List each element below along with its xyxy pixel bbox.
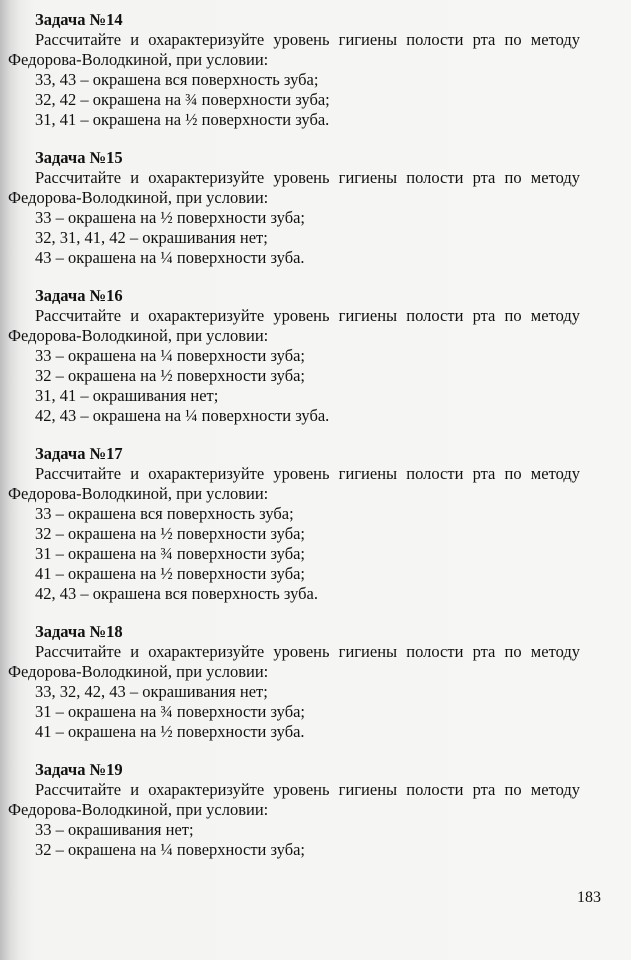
condition-item: 33 – окрашена на ½ поверхности зуба; [35,208,306,227]
page-number: 183 [577,889,601,906]
task-title: Задача №16 [35,286,123,305]
task-18 [8,622,580,742]
task-description: Рассчитайте и охарактеризуйте уровень гигиены полости рта по методу Федорова-Володкиной, при условии: [8,642,580,681]
task-description: Рассчитайте и охарактеризуйте уровень гигиены полости рта по методу Федорова-Володкиной, при условии: [8,306,580,345]
task-description: Рассчитайте и охарактеризуйте уровень гигиены полости рта по методу Федорова-Володкиной, при условии: [8,780,580,819]
task-16 [8,286,580,426]
task-conditions [8,208,580,268]
condition-item: 31, 41 – окрашена на ½ поверхности зуба. [35,110,330,129]
task-title: Задача №19 [35,760,123,779]
condition-item: 32 – окрашена на ½ поверхности зуба; [35,366,306,385]
condition-item: 33, 32, 42, 43 – окрашивания нет; [35,682,268,701]
task-conditions [8,346,580,426]
task-description: Рассчитайте и охарактеризуйте уровень гигиены полости рта по методу Федорова-Володкиной, при условии: [8,30,580,69]
condition-item: 32 – окрашена на ½ поверхности зуба; [35,524,306,543]
task-15 [8,148,580,268]
condition-item: 32 – окрашена на ¼ поверхности зуба; [35,840,306,859]
task-conditions [8,504,580,604]
condition-item: 31 – окрашена на ¾ поверхности зуба; [35,544,306,563]
condition-item: 31 – окрашена на ¾ поверхности зуба; [35,702,306,721]
condition-item: 32, 31, 41, 42 – окрашивания нет; [35,228,268,247]
condition-item: 33 – окрашена на ¼ поверхности зуба; [35,346,306,365]
condition-item: 33 – окрашивания нет; [35,820,194,839]
condition-item: 41 – окрашена на ½ поверхности зуба. [35,722,305,741]
task-title: Задача №18 [35,622,123,641]
task-description: Рассчитайте и охарактеризуйте уровень гигиены полости рта по методу Федорова-Володкиной, при условии: [8,168,580,207]
condition-item: 42, 43 – окрашена вся поверхность зуба. [35,584,318,603]
condition-item: 31, 41 – окрашивания нет; [35,386,219,405]
task-14 [8,10,580,130]
task-title: Задача №17 [35,444,123,463]
task-conditions [8,682,580,742]
task-conditions [8,70,580,130]
condition-item: 33 – окрашена вся поверхность зуба; [35,504,294,523]
condition-item: 43 – окрашена на ¼ поверхности зуба. [35,248,305,267]
task-17 [8,444,580,604]
task-conditions [8,820,580,860]
condition-item: 41 – окрашена на ½ поверхности зуба; [35,564,306,583]
condition-item: 32, 42 – окрашена на ¾ поверхности зуба; [35,90,330,109]
task-title: Задача №15 [35,148,123,167]
condition-item: 33, 43 – окрашена вся поверхность зуба; [35,70,319,89]
condition-item: 42, 43 – окрашена на ¼ поверхности зуба. [35,406,330,425]
task-list [8,10,580,878]
task-description: Рассчитайте и охарактеризуйте уровень гигиены полости рта по методу Федорова-Володкиной, при условии: [8,464,580,503]
task-19 [8,760,580,860]
task-title: Задача №14 [35,10,123,29]
